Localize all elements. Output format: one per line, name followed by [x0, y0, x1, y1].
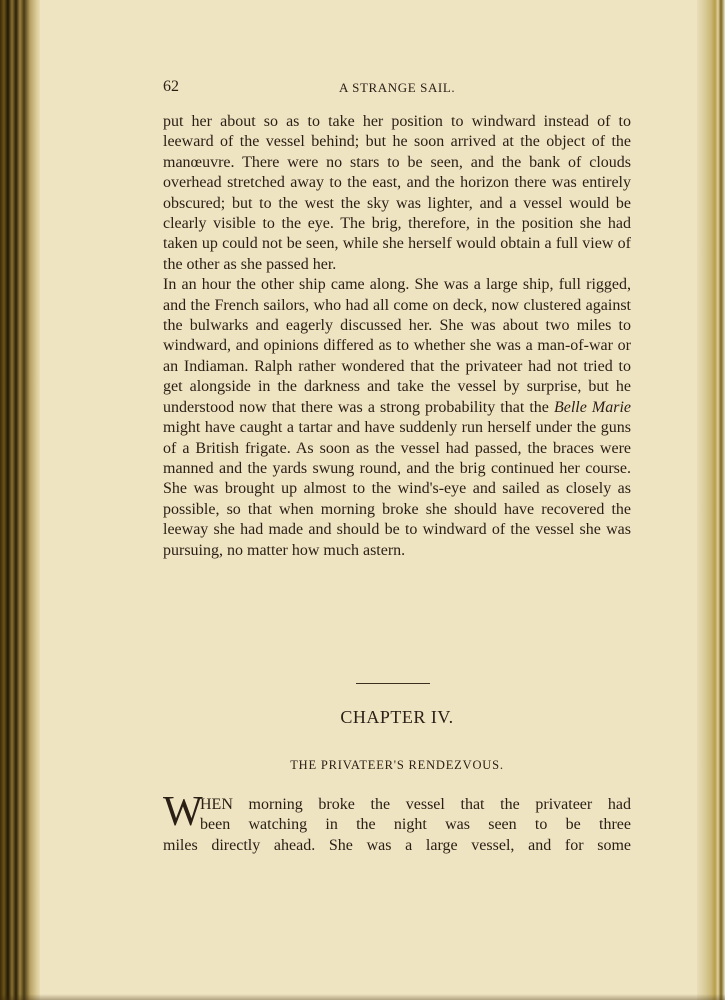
chapter-subtitle: THE PRIVATEER'S RENDEZVOUS.	[290, 758, 504, 772]
paragraph-1: put her about so as to take her position to windward instead of to leeward of the vessel behind; but he soon arrived at the object of the manœuvre. There were no stars to be seen, and the bank of clouds overhead stretched away to the east, and the horizon there was entirely obscured; but to the west the sky was lighter, and a vessel would be clearly visible to the eye. The brig, therefore, in the position she had taken up could not be seen, while she herself would obtain a full view of the other as she passed her.	[163, 113, 631, 273]
paragraph-2	[163, 275, 631, 561]
section-divider	[356, 683, 430, 684]
drop-cap: W	[163, 789, 203, 835]
bottom-shadow	[0, 994, 725, 1000]
page-number: 62	[163, 78, 179, 95]
ship-name: Belle Marie	[553, 398, 632, 416]
page-edges	[697, 0, 725, 1000]
chapter-line: been watching in the night was seen to be three	[200, 816, 631, 833]
chapter-heading: CHAPTER IV.	[340, 707, 454, 727]
paragraph-2-text: In an hour the other ship came along. She was a large ship, full rigged, and the French sailors, who had all come on deck, now clustered against the bulwarks and eagerly discussed her. She was about two miles to windward, and opinions differed as to whether she was a man-of-war or an Indiaman. Ralph rather wondered that the privateer had not tried to get alongside in the darkness and take the vessel by surprise, but he understood now that there was a strong probability that the	[163, 276, 631, 416]
book-binding	[0, 0, 40, 1000]
running-head	[163, 78, 631, 100]
chapter-line: miles directly ahead. She was a large vessel, and for some	[163, 837, 631, 854]
chapter-opening	[163, 789, 631, 857]
running-title: A STRANGE SAIL.	[339, 80, 456, 95]
chapter-line: HEN morning broke the vessel that the privateer had	[200, 796, 631, 813]
paragraph-2-continued: might have caught a tartar and have suddenly run herself under the guns of a British frigate. As soon as the vessel had passed, the braces were manned and the yards swung round, and the brig continued her course. She was brought up almost to the wind's-eye and sailed as closely as possible, so that when morning broke she should have recovered the leeway she had made and should be to windward of the vessel she was pursuing, no matter how much astern.	[163, 419, 631, 559]
body-text	[163, 112, 631, 561]
